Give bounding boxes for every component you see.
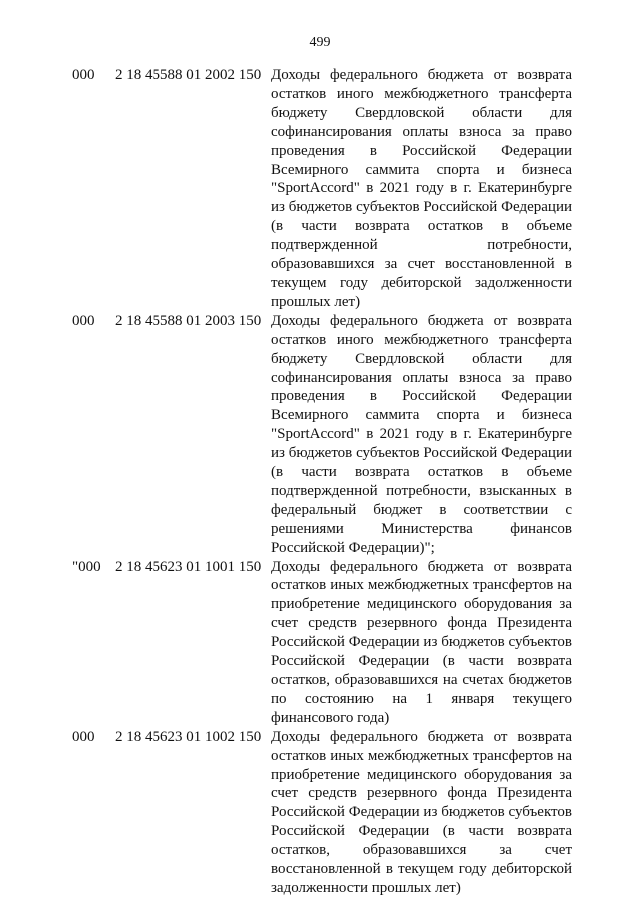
income-code-entry [0, 312, 640, 558]
page-number: 499 [309, 35, 331, 50]
income-description: Доходы федерального бюджета от возврата остатков иного межбюджетного трансферта бюджету Свердловской области для софинансирования оплаты взноса за право проведения в Российской Федерации Всемирного саммита спорта и бизнеса "SportAccord" в 2021 году в г. Екатеринбурге из бюджетов субъектов Российской Федерации (в части возврата остатков в объеме подтвержденной потребности, взысканных в федеральный бюджет в соответствии с решениями Министерства финансов Российской Федерации)"; [271, 312, 572, 556]
administrator-code: 000 [72, 67, 95, 83]
income-code-list [0, 66, 640, 898]
income-code-entry [0, 728, 640, 898]
budget-classification-code: 2 18 45623 01 1002 150 [115, 728, 262, 745]
income-description: Доходы федерального бюджета от возврата остатков иного межбюджетного трансферта бюджету Свердловской области для софинансирования оплаты взноса за право проведения в Российской Федерации Всемирного саммита спорта и бизнеса "SportAccord" в 2021 году в г. Екатеринбурге из бюджетов субъектов Российской Федерации (в части возврата остатков в объеме подтвержденной потребности, образовавшихся за счет восстановленной в текущем году дебиторской задолженности прошлых лет) [271, 67, 572, 310]
budget-classification-code: 2 18 45623 01 1001 150 [115, 558, 262, 575]
budget-classification-code: 2 18 45588 01 2003 150 [115, 312, 262, 329]
administrator-code: "000 [72, 558, 101, 575]
income-description: Доходы федерального бюджета от возврата остатков иных межбюджетных трансфертов на приобретение медицинского оборудования за счет средств резервного фонда Президента Российской Федерации из бюджетов субъектов Российской Федерации (в части возврата остатков, образовавшихся на счетах бюджетов по состоянию на 1 января текущего финансового года) [271, 558, 572, 726]
administrator-code: 000 [72, 728, 95, 745]
income-code-entry [0, 558, 640, 728]
income-code-entry [0, 66, 640, 312]
administrator-code: 000 [72, 312, 95, 329]
budget-classification-code: 2 18 45588 01 2002 150 [115, 67, 262, 83]
income-description: Доходы федерального бюджета от возврата остатков иных межбюджетных трансфертов на приобретение медицинского оборудования за счет средств резервного фонда Президента Российской Федерации из бюджетов субъектов Российской Федерации (в части возврата остатков, образовавшихся за счет восстановленной в текущем году дебиторской задолженности прошлых лет) [271, 728, 572, 896]
